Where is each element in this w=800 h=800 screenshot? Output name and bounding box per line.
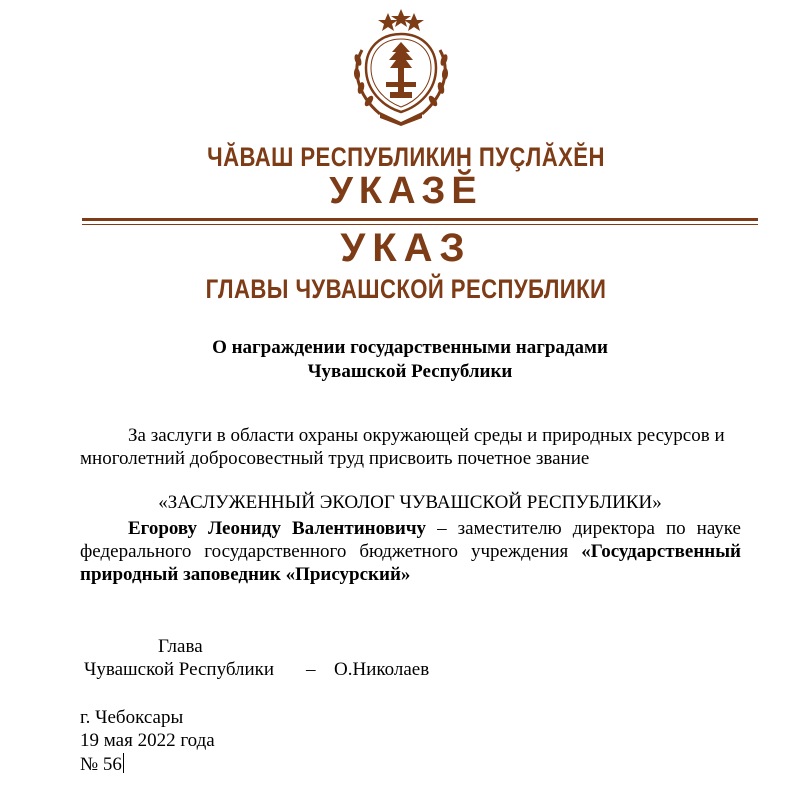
header-divider-thick: [82, 218, 758, 221]
organization-name: «Государственный природный заповедник «Присурский»: [80, 541, 741, 585]
coat-of-arms-emblem: [350, 8, 452, 126]
signature-title-line1: Глава: [158, 636, 203, 657]
emblem-stars: [378, 9, 424, 31]
body-paragraph1: За заслуги в области охраны окружающей среды и природных ресурсов и многолетний добросовестный труд присвоить почетное звание: [80, 425, 725, 469]
subject-line2: Чувашской Республики: [307, 361, 513, 382]
subject-line1: О награждении государственными наградами: [212, 337, 608, 358]
footer-date: 19 мая 2022 года: [80, 730, 215, 751]
signature-name: О.Николаев: [334, 659, 430, 680]
award-title: «ЗАСЛУЖЕННЫЙ ЭКОЛОГ ЧУВАШСКОЙ РЕСПУБЛИКИ»: [158, 492, 662, 513]
header-divider-thin: [82, 224, 758, 225]
header-russian-line2: ГЛАВЫ ЧУВАШСКОЙ РЕСПУБЛИКИ: [205, 274, 607, 304]
footer-city: г. Чебоксары: [80, 707, 184, 728]
body-paragraph2: [80, 517, 741, 586]
header-chuvash-line2: УКАЗĔ: [329, 170, 483, 212]
footer-number: № 56: [80, 754, 122, 775]
recipient-position: – заместителю директора по науке федерального государственного бюджетного учреждения: [80, 518, 741, 562]
header-chuvash-line1: ЧĂВАШ РЕСПУБЛИКИН ПУÇЛĂХĔН: [207, 142, 605, 172]
signature-dash: –: [306, 659, 316, 680]
decree-subject: [0, 336, 800, 384]
recipient-name: Егорову Леониду Валентиновичу: [128, 518, 427, 539]
text-cursor: [123, 753, 124, 773]
header-russian-line1: УКАЗ: [340, 226, 472, 270]
signature-title-line2: Чувашской Республики: [84, 659, 275, 680]
footer-number-wrap: [80, 753, 124, 776]
